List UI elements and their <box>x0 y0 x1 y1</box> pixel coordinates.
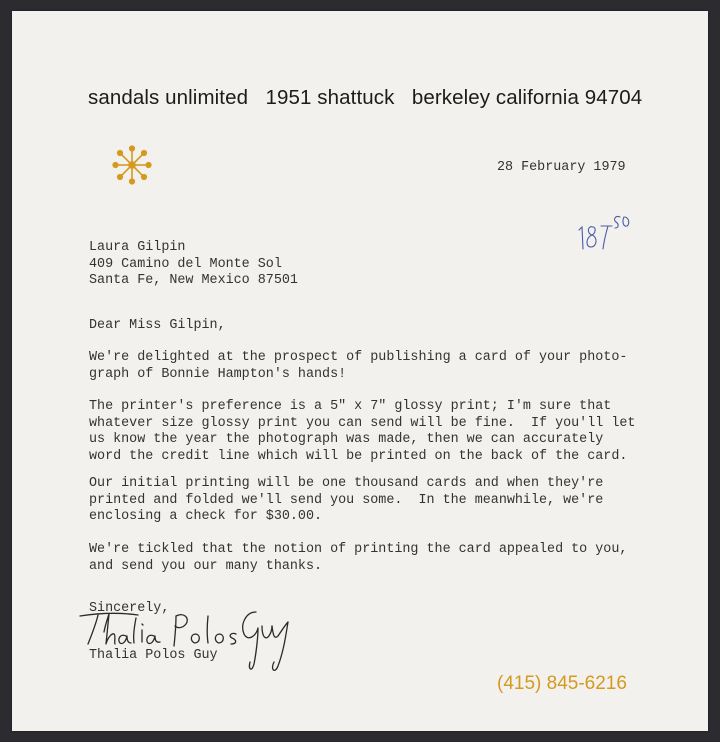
recipient-address <box>89 240 298 290</box>
company-phone: (415) 845-6216 <box>497 673 627 694</box>
recipient-street: 409 Camino del Monte Sol <box>89 256 282 272</box>
body-paragraph-2: The printer's preference is a 5" x 7" glossy print; I'm sure that whatever size glossy print you can send will be fine. If you'll let us know the year the photograph was made, then we can accurately word the credit line which will be printed on the back of the card. <box>89 399 636 464</box>
handwritten-signature <box>76 604 298 676</box>
signer-name: Thalia Polos Guy <box>89 648 218 663</box>
salutation: Dear Miss Gilpin, <box>89 318 226 333</box>
body-paragraph-4: We're tickled that the notion of printing the card appealed to you, and send you our many thanks. <box>89 542 628 574</box>
letter-date: 28 February 1979 <box>497 160 626 175</box>
closing: Sincerely, <box>89 601 170 616</box>
letterhead <box>88 86 642 110</box>
body-paragraph-1: We're delighted at the prospect of publishing a card of your photo- graph of Bonnie Hampton's hands! <box>89 350 628 382</box>
company-name: sandals unlimited <box>88 86 249 109</box>
body-paragraph-3: Our initial printing will be one thousand cards and when they're printed and folded we'll send you some. In the meanwhile, we're enclosing a check for $30.00. <box>89 476 604 524</box>
asterisk-sun-icon <box>112 145 152 185</box>
recipient-name: Laura Gilpin <box>89 240 186 255</box>
company-street: 1951 shattuck <box>265 86 395 109</box>
handwritten-note <box>572 205 632 255</box>
recipient-city: Santa Fe, New Mexico 87501 <box>89 273 298 288</box>
company-city: berkeley california 94704 <box>411 86 643 109</box>
